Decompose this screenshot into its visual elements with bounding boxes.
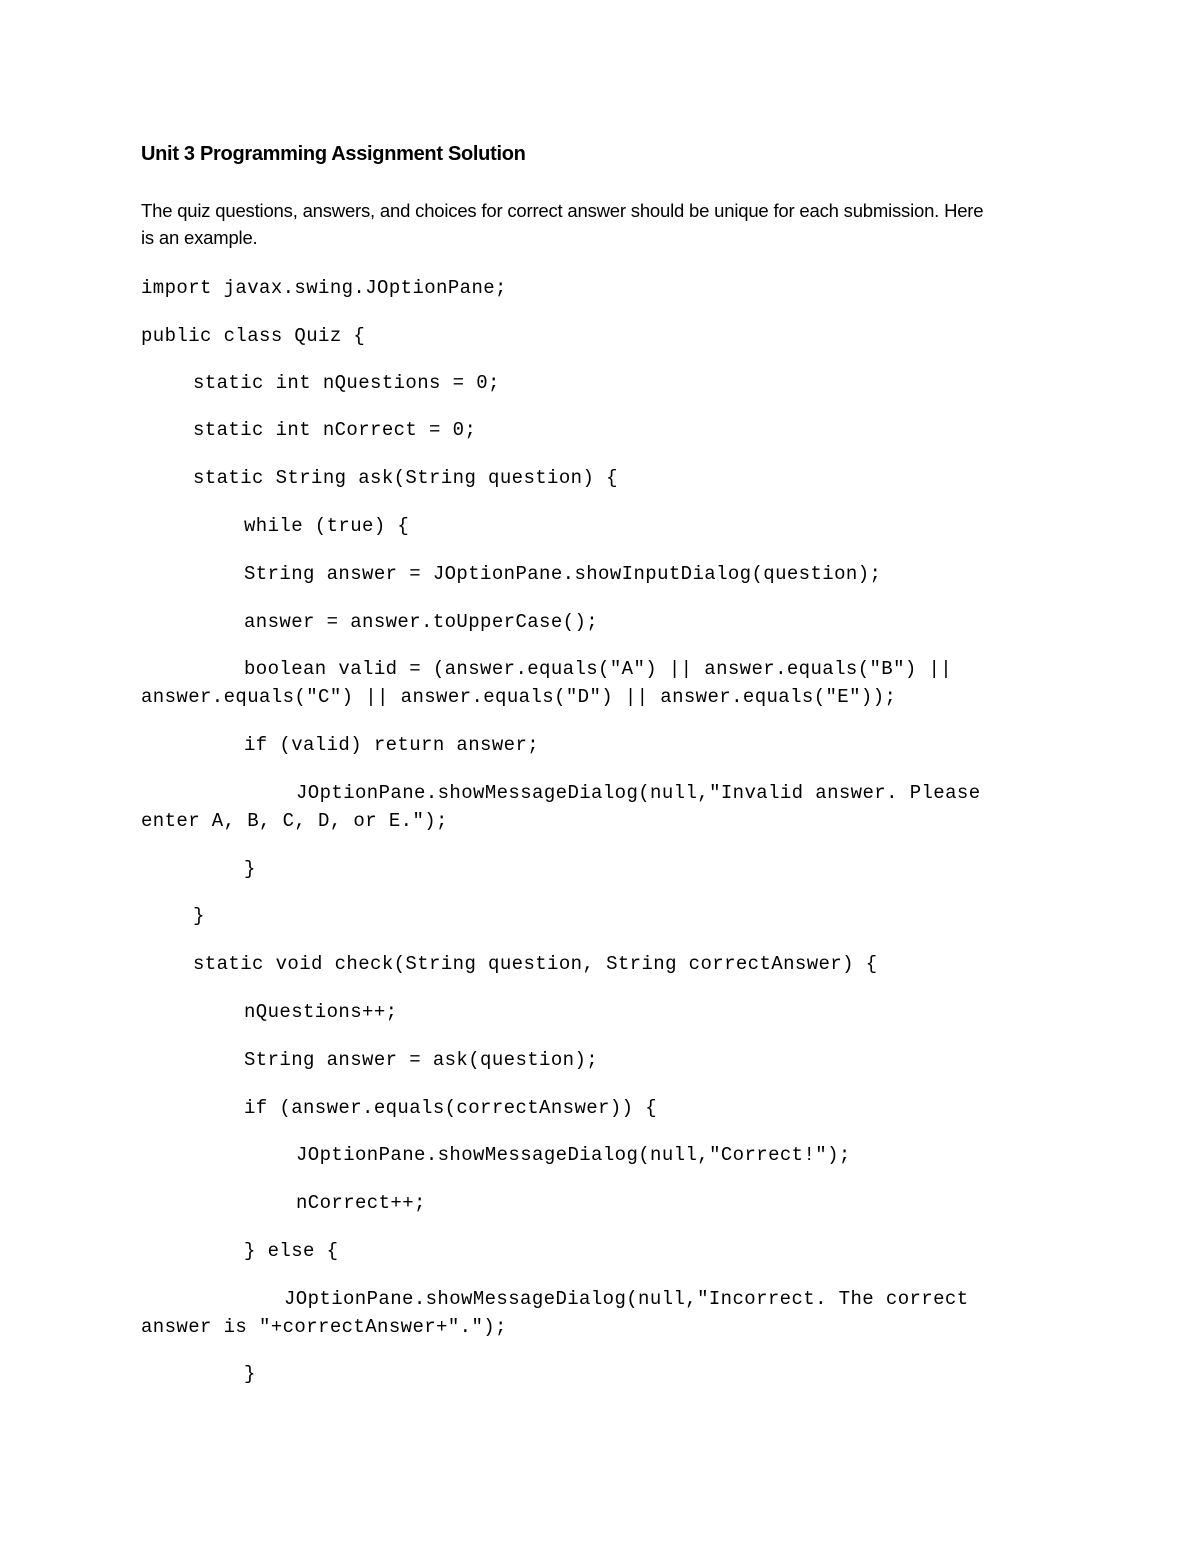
code-line: boolean valid = (answer.equals("A") || answer.equals("B") || [244,658,953,680]
code-line: nQuestions++; [244,1001,398,1023]
code-line: nCorrect++; [296,1192,426,1214]
intro-line: The quiz questions, answers, and choices for correct answer should be unique for each submission. Here [141,200,984,221]
code-line: answer = answer.toUpperCase(); [244,611,599,633]
code-line: static int nQuestions = 0; [193,372,500,394]
code-line: answer.equals("C") || answer.equals("D") || answer.equals("E")); [141,686,897,708]
code-line: while (true) { [244,515,410,537]
code-line: enter A, B, C, D, or E."); [141,810,448,832]
code-line: if (valid) return answer; [244,734,540,756]
code-line: } [244,1363,256,1385]
code-line: public class Quiz { [141,325,366,347]
code-line: } [193,905,205,927]
code-line: import javax.swing.JOptionPane; [141,277,507,299]
code-line: static int nCorrect = 0; [193,419,477,441]
code-line: static void check(String question, String correctAnswer) { [193,953,878,975]
intro-line: is an example. [141,227,258,248]
code-line: } else { [244,1240,339,1262]
code-line: if (answer.equals(correctAnswer)) { [244,1097,658,1119]
intro-paragraph [141,197,1061,251]
page-title: Unit 3 Programming Assignment Solution [141,143,526,165]
code-line: String answer = ask(question); [244,1049,599,1071]
code-line: JOptionPane.showMessageDialog(null,"Correct!"); [296,1144,851,1166]
code-line: JOptionPane.showMessageDialog(null,"Invalid answer. Please [296,782,981,804]
code-line: answer is "+correctAnswer+"."); [141,1316,507,1338]
code-line: JOptionPane.showMessageDialog(null,"Incorrect. The correct [284,1288,969,1310]
code-line: } [244,858,256,880]
code-line: String answer = JOptionPane.showInputDialog(question); [244,563,882,585]
code-line: static String ask(String question) { [193,467,618,489]
